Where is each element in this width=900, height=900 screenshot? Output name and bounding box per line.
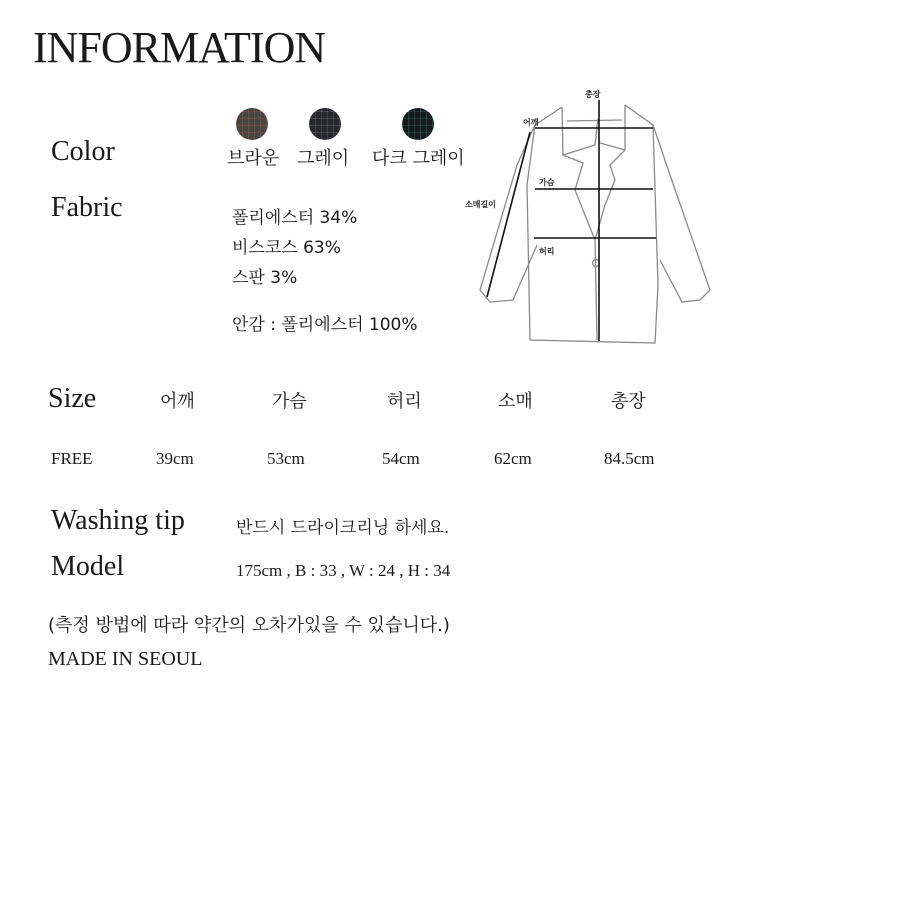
size-col-waist: 허리 (387, 391, 422, 412)
origin-text: MADE IN SEOUL (48, 648, 203, 670)
model-text: 175cm , B : 33 , W : 24 , H : 34 (236, 561, 451, 580)
color-name-dark-gray: 다크 그레이 (372, 148, 465, 169)
diagram-label-chest: 가슴 (539, 178, 555, 187)
size-value-chest: 53cm (267, 449, 305, 468)
diagram-label-sleeve: 소매길이 (465, 200, 496, 209)
jacket-outline-icon (455, 85, 725, 355)
size-value-length: 84.5cm (604, 449, 655, 468)
brown-swatch (236, 108, 268, 140)
size-value-sleeve: 62cm (494, 449, 532, 468)
washing-text: 반드시 드라이크리닝 하세요. (236, 518, 450, 538)
gray-swatch (309, 108, 341, 140)
fabric-line: 비스코스 63% (232, 238, 341, 258)
size-row-name: FREE (51, 449, 93, 468)
jacket-diagram (455, 85, 725, 355)
size-value-shoulder: 39cm (156, 449, 194, 468)
fabric-lining: 안감 : 폴리에스터 100% (232, 315, 418, 335)
size-label: Size (48, 383, 97, 414)
fabric-line: 스판 3% (232, 268, 298, 288)
size-value-waist: 54cm (382, 449, 420, 468)
color-label: Color (51, 136, 115, 167)
measurement-note: (측정 방법에 따라 약간의 오차가있을 수 있습니다.) (48, 615, 450, 636)
size-col-chest: 가슴 (272, 391, 307, 412)
size-col-sleeve: 소매 (498, 391, 533, 412)
page-title: INFORMATION (33, 23, 326, 72)
diagram-label-shoulder: 어깨 (523, 118, 539, 127)
diagram-label-length: 총장 (585, 90, 601, 99)
dark-gray-swatch (402, 108, 434, 140)
color-name-gray: 그레이 (297, 148, 350, 169)
size-col-length: 총장 (611, 391, 646, 412)
fabric-line: 폴리에스터 34% (232, 208, 358, 228)
diagram-label-waist: 허리 (539, 247, 555, 256)
model-label: Model (51, 551, 125, 582)
size-col-shoulder: 어깨 (160, 391, 195, 412)
fabric-label: Fabric (51, 192, 123, 223)
color-name-brown: 브라운 (227, 148, 280, 169)
washing-label: Washing tip (51, 505, 185, 536)
